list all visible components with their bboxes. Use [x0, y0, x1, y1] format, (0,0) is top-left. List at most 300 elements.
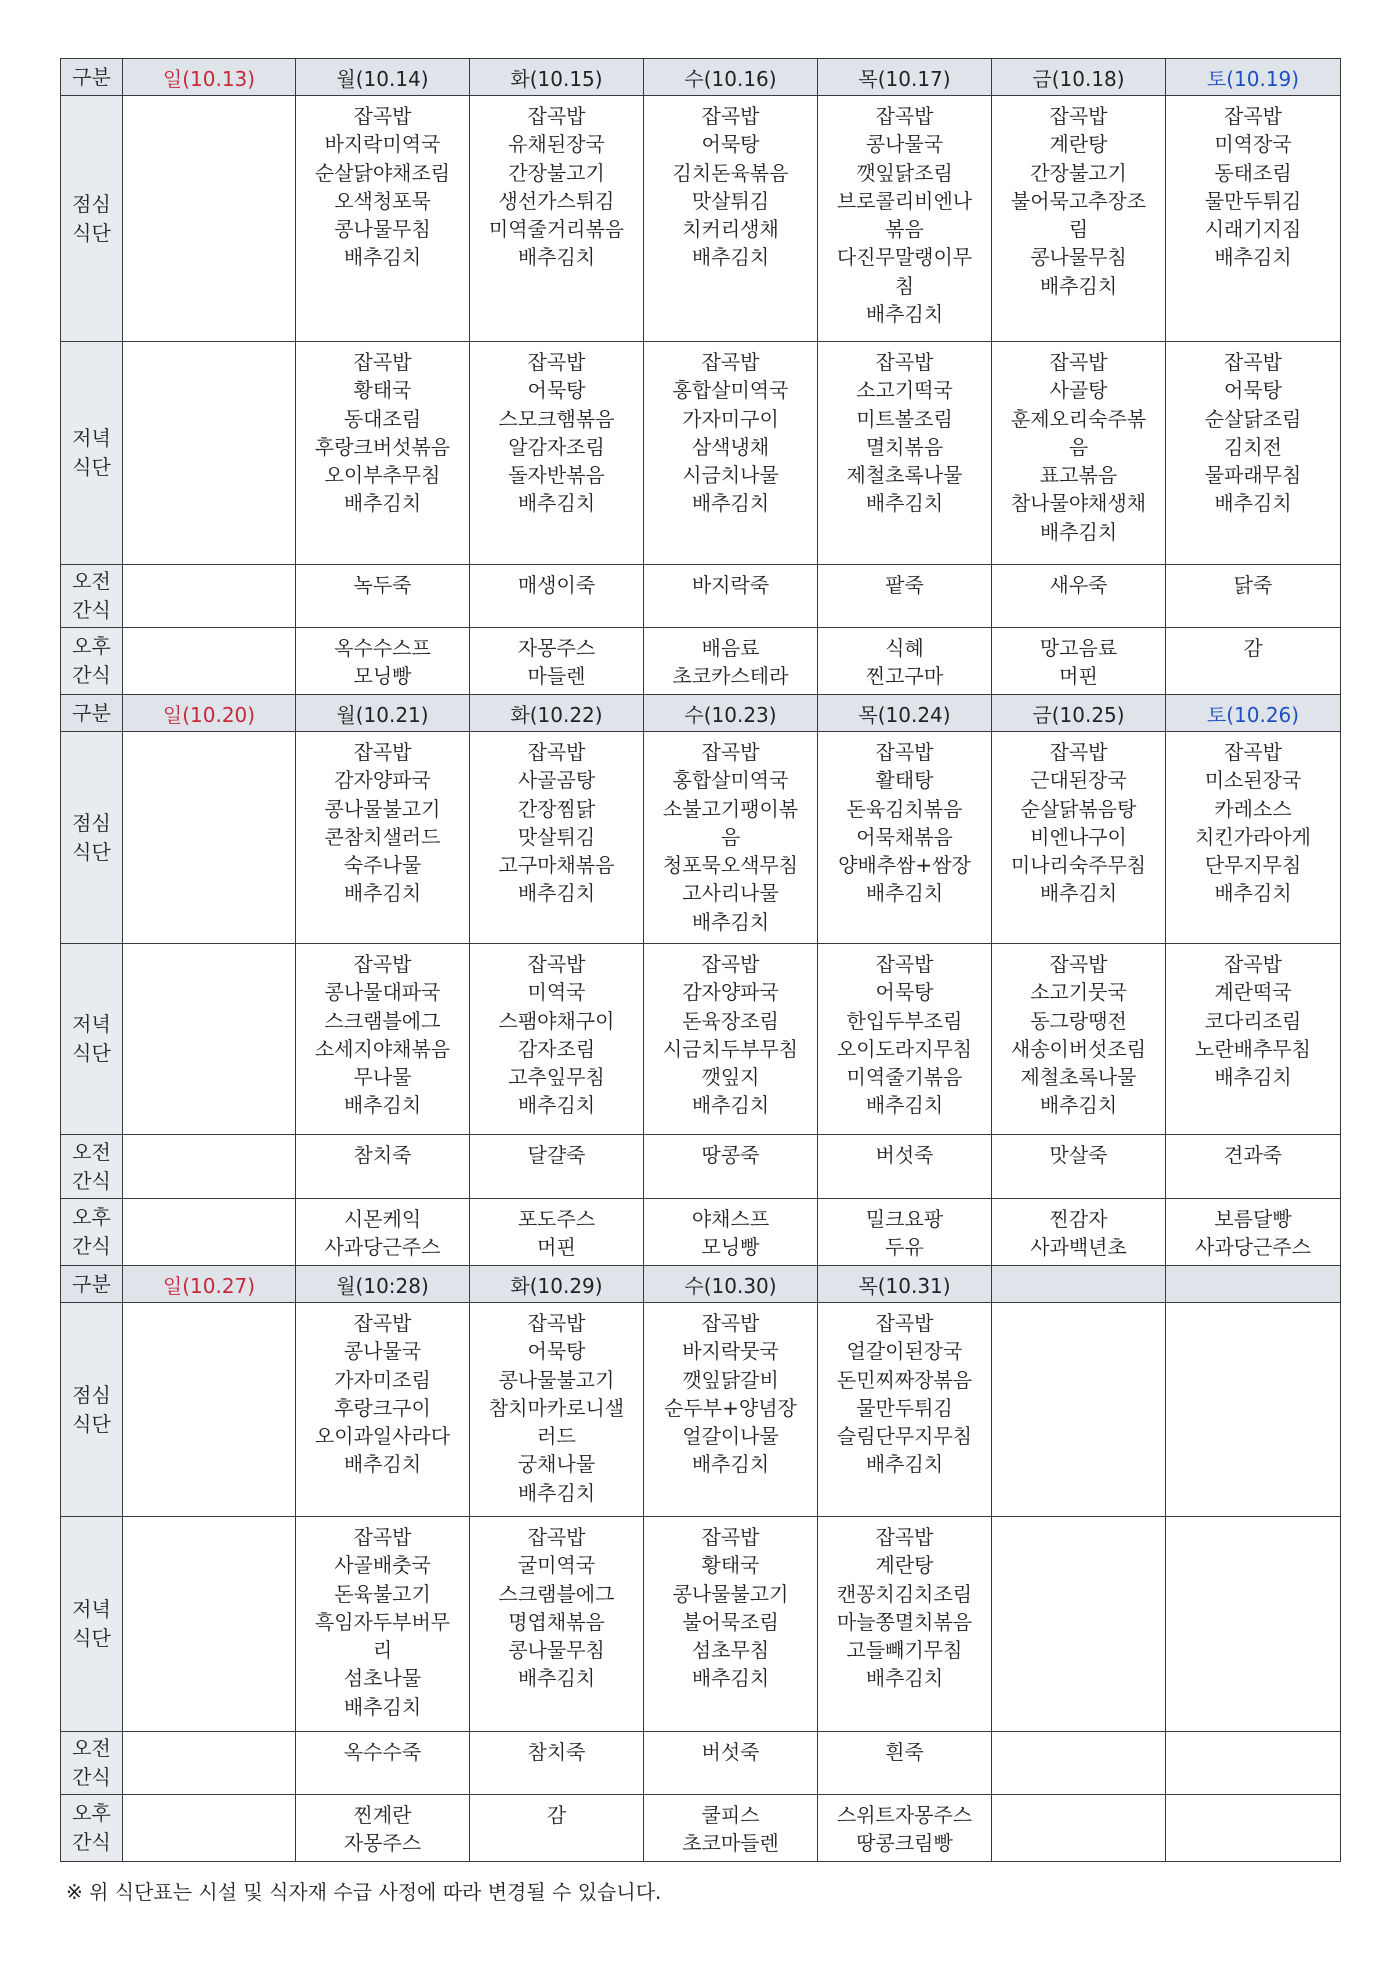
menu-item: 물파래무침 [1204, 463, 1302, 488]
day-header: 월(10.14) [296, 59, 470, 96]
menu-item: 배추김치 [1039, 273, 1118, 298]
menu-item: 밀크요팡 [865, 1207, 944, 1231]
menu-cell [470, 1732, 644, 1795]
menu-item: 배추김치 [517, 491, 596, 516]
morning-snack-label: 오전 간식 [61, 565, 123, 628]
menu-item: 잡곡밥 [1049, 740, 1108, 764]
menu-item: 시몬케익 [343, 1207, 422, 1231]
menu-item: 맛살튀김 [691, 188, 770, 213]
menu-item: 맛살튀김 [517, 824, 596, 849]
menu-cell [1166, 342, 1341, 565]
menu-item: 콩나물국 [343, 1339, 422, 1364]
menu-item: 잡곡밥 [875, 350, 934, 374]
menu-item: 돈육불고기 [334, 1581, 431, 1606]
menu-item: 바지락미역국 [324, 132, 441, 157]
menu-item: 슬림단무지무침 [836, 1424, 973, 1449]
menu-item: 시래기지짐 [1204, 217, 1302, 242]
menu-item: 참치죽 [353, 1143, 412, 1167]
menu-cell [818, 944, 992, 1135]
menu-item: 음 [1068, 434, 1089, 459]
morning-snack-label: 오전 간식 [61, 1732, 123, 1795]
menu-cell [992, 565, 1166, 628]
menu-item: 잡곡밥 [1224, 350, 1282, 374]
menu-cell [470, 342, 644, 565]
menu-item: 자몽주스 [517, 636, 596, 660]
menu-cell [1166, 96, 1341, 342]
menu-item: 잡곡밥 [353, 1525, 412, 1549]
menu-cell [296, 342, 470, 565]
menu-item: 사과백년초 [1030, 1235, 1127, 1260]
dinner-row [61, 1517, 1341, 1732]
menu-item: 잡곡밥 [875, 1311, 934, 1335]
menu-item: 돈육장조림 [682, 1008, 779, 1033]
menu-item: 어묵탕 [701, 132, 760, 157]
menu-item: 간장불고기 [508, 160, 605, 185]
menu-item: 황태국 [353, 378, 412, 403]
menu-item: 새송이버섯조림 [1010, 1036, 1147, 1061]
menu-item: 알감자조림 [508, 434, 605, 459]
menu-item: 감 [546, 1803, 567, 1827]
menu-cell [123, 1517, 296, 1732]
dinner-row [61, 342, 1341, 565]
menu-item: 스크램블에그 [498, 1581, 615, 1606]
menu-cell [296, 1517, 470, 1732]
menu-item: 미역장국 [1214, 132, 1292, 157]
menu-item: 배추김치 [343, 1093, 422, 1118]
menu-item: 오이부추무침 [324, 463, 441, 488]
day-header: 수(10.16) [644, 59, 818, 96]
menu-cell [296, 944, 470, 1135]
menu-cell [1166, 1732, 1341, 1795]
menu-item: 버섯죽 [701, 1740, 760, 1764]
menu-item: 순살닭조림 [1204, 406, 1302, 431]
menu-cell [992, 1199, 1166, 1266]
afternoon-snack-label: 오후 간식 [61, 1199, 123, 1266]
menu-cell [296, 1199, 470, 1266]
menu-item: 훈제오리숙주볶 [1010, 406, 1147, 431]
lunch-row [61, 732, 1341, 944]
menu-item: 배추김치 [517, 1480, 596, 1505]
menu-cell [470, 1517, 644, 1732]
menu-item: 잡곡밥 [1049, 350, 1108, 374]
day-header: 일(10.13) [123, 59, 296, 96]
menu-item: 굴미역국 [517, 1553, 596, 1578]
menu-item: 잡곡밥 [875, 740, 934, 764]
menu-item: 얼갈이된장국 [846, 1339, 963, 1364]
menu-item: 어묵채볶음 [856, 824, 953, 849]
menu-item: 돈민찌짜장볶음 [836, 1367, 973, 1392]
morning-snack-row [61, 1135, 1341, 1199]
menu-item: 배추김치 [691, 1666, 770, 1691]
menu-item: 머핀 [537, 1235, 576, 1260]
menu-cell [123, 628, 296, 695]
menu-item: 미역국 [527, 980, 586, 1005]
menu-item: 미역줄기볶음 [846, 1065, 963, 1090]
menu-item: 버섯죽 [875, 1143, 934, 1167]
menu-item: 돌자반볶음 [508, 463, 605, 488]
menu-item: 고사리나물 [682, 881, 779, 906]
menu-item: 배추김치 [343, 491, 422, 516]
menu-cell [296, 1795, 470, 1862]
menu-cell [470, 732, 644, 944]
menu-item: 김치돈육볶음 [672, 160, 789, 185]
day-header: 목(10.17) [818, 59, 992, 96]
menu-item: 감자양파국 [682, 980, 779, 1005]
menu-item: 계란탕 [1049, 132, 1108, 157]
menu-item: 잡곡밥 [701, 1311, 760, 1335]
menu-cell [644, 1732, 818, 1795]
morning-snack-label: 오전 간식 [61, 1135, 123, 1199]
menu-item: 바지락뭇국 [682, 1339, 779, 1364]
menu-item: 삼색냉채 [691, 434, 770, 459]
menu-cell [818, 1795, 992, 1862]
menu-item: 배추김치 [865, 302, 944, 327]
menu-item: 동태조림 [1214, 160, 1292, 185]
menu-item: 홍합살미역국 [672, 768, 789, 793]
afternoon-snack-row [61, 1795, 1341, 1862]
menu-item: 매생이죽 [517, 573, 596, 597]
menu-item: 고들빼기무침 [846, 1638, 963, 1663]
menu-cell [296, 1135, 470, 1199]
menu-cell [818, 96, 992, 342]
menu-item: 배추김치 [1214, 1065, 1292, 1090]
day-header: 수(10.23) [644, 695, 818, 732]
menu-item: 잡곡밥 [1224, 740, 1282, 764]
menu-item: 초코카스테라 [672, 664, 789, 689]
menu-item: 깻잎닭조림 [856, 160, 953, 185]
menu-item: 배추김치 [1039, 881, 1118, 906]
menu-cell [818, 628, 992, 695]
menu-item: 콩나물불고기 [324, 796, 441, 821]
menu-item: 간장찜닭 [517, 796, 596, 821]
menu-cell [818, 565, 992, 628]
menu-item: 잡곡밥 [1224, 104, 1282, 128]
menu-item: 잡곡밥 [527, 1525, 586, 1549]
menu-item: 배추김치 [865, 881, 944, 906]
menu-item: 잡곡밥 [701, 350, 760, 374]
menu-cell [123, 944, 296, 1135]
menu-item: 노란배추무침 [1195, 1036, 1311, 1061]
menu-item: 치커리생채 [682, 217, 779, 242]
menu-cell [123, 96, 296, 342]
menu-item: 배추김치 [343, 1452, 422, 1477]
menu-item: 사골곰탕 [517, 768, 596, 793]
menu-item: 배추김치 [865, 1666, 944, 1691]
menu-cell [644, 1135, 818, 1199]
menu-item: 미트볼조림 [856, 406, 953, 431]
menu-item: 오색청포묵 [334, 188, 431, 213]
menu-item: 잡곡밥 [701, 740, 760, 764]
menu-item: 찐계란 [353, 1803, 412, 1827]
day-header: 일(10.20) [123, 695, 296, 732]
menu-item: 콘참치샐러드 [324, 824, 441, 849]
menu-item: 콩나물무침 [508, 1638, 605, 1663]
menu-item: 사골탕 [1049, 378, 1108, 403]
menu-item: 배추김치 [1214, 881, 1292, 906]
menu-item: 배추김치 [517, 1093, 596, 1118]
day-header: 일(10.27) [123, 1266, 296, 1303]
menu-item: 잡곡밥 [527, 740, 586, 764]
menu-item: 잡곡밥 [527, 350, 586, 374]
menu-item: 식혜 [885, 636, 924, 660]
menu-item: 순두부+양념장 [664, 1395, 797, 1420]
menu-item: 청포묵오색무침 [662, 853, 799, 878]
menu-cell [296, 628, 470, 695]
menu-item: 양배추쌈+쌈장 [838, 853, 971, 878]
menu-item: 견과죽 [1224, 1143, 1282, 1167]
menu-item: 무나물 [353, 1065, 412, 1090]
menu-item: 불어묵조림 [682, 1609, 779, 1634]
menu-cell [1166, 1303, 1341, 1517]
menu-cell [470, 1795, 644, 1862]
menu-item: 간장불고기 [1030, 160, 1127, 185]
menu-item: 초코마들렌 [682, 1831, 779, 1856]
menu-item: 잡곡밥 [875, 104, 934, 128]
menu-cell [818, 1732, 992, 1795]
menu-item: 어묵탕 [1224, 378, 1282, 403]
menu-item: 잡곡밥 [1224, 952, 1282, 976]
menu-item: 배추김치 [343, 881, 422, 906]
menu-cell [470, 628, 644, 695]
menu-cell [818, 1199, 992, 1266]
menu-item: 스모크햄볶음 [498, 406, 615, 431]
menu-item: 배추김치 [1039, 519, 1118, 544]
menu-cell [1166, 732, 1341, 944]
menu-item: 근대된장국 [1030, 768, 1127, 793]
menu-cell [1166, 628, 1341, 695]
menu-item: 침 [894, 273, 915, 298]
menu-item: 치킨가라아게 [1195, 824, 1311, 849]
menu-item: 감 [1243, 636, 1263, 660]
menu-item: 황태국 [701, 1553, 760, 1578]
menu-item: 땅콩죽 [701, 1143, 760, 1167]
menu-item: 배추김치 [517, 245, 596, 270]
menu-item: 찐감자 [1049, 1207, 1108, 1231]
menu-item: 잡곡밥 [527, 952, 586, 976]
menu-item: 참나물야채생채 [1010, 491, 1147, 516]
menu-item: 사과당근주스 [324, 1235, 441, 1260]
menu-item: 배음료 [701, 636, 760, 660]
menu-item: 섬초무침 [691, 1638, 770, 1663]
menu-cell [296, 96, 470, 342]
menu-item: 후랑크구이 [334, 1395, 431, 1420]
menu-item: 제철초록나물 [1020, 1065, 1137, 1090]
menu-item: 보름달빵 [1214, 1207, 1292, 1231]
menu-item: 잡곡밥 [527, 104, 586, 128]
menu-cell [992, 1732, 1166, 1795]
menu-item: 잡곡밥 [701, 104, 760, 128]
menu-item: 깻잎닭갈비 [682, 1367, 779, 1392]
menu-item: 소고기뭇국 [1030, 980, 1127, 1005]
menu-item: 자몽주스 [343, 1831, 422, 1856]
menu-item: 콩나물무침 [334, 217, 431, 242]
menu-item: 멸치볶음 [865, 434, 944, 459]
menu-cell [296, 732, 470, 944]
menu-item: 어묵탕 [527, 378, 586, 403]
menu-cell [296, 1732, 470, 1795]
menu-item: 캔꽁치김치조림 [836, 1581, 973, 1606]
menu-item: 스위트자몽주스 [836, 1803, 973, 1827]
menu-item: 참치마카로니샐 [488, 1395, 625, 1420]
menu-item: 땅콩크림빵 [856, 1831, 953, 1856]
menu-item: 음 [720, 824, 741, 849]
dinner-label: 저녁 식단 [61, 944, 123, 1135]
menu-cell [644, 96, 818, 342]
menu-item: 마늘쫑멸치볶음 [836, 1609, 973, 1634]
menu-cell [470, 1199, 644, 1266]
dinner-label: 저녁 식단 [61, 342, 123, 565]
menu-item: 미역줄거리볶음 [488, 217, 625, 242]
menu-item: 감자양파국 [334, 768, 431, 793]
lunch-row [61, 96, 1341, 342]
menu-cell [992, 342, 1166, 565]
menu-item: 유채된장국 [508, 132, 605, 157]
menu-item: 제철초록나물 [846, 463, 963, 488]
afternoon-snack-label: 오후 간식 [61, 1795, 123, 1862]
day-header: 월(10:28) [296, 1266, 470, 1303]
day-header: 토(10.26) [1166, 695, 1341, 732]
weekly-menu-table [60, 58, 1341, 1862]
menu-item: 옥수수죽 [343, 1740, 422, 1764]
menu-cell [644, 342, 818, 565]
menu-item: 마들렌 [527, 664, 586, 689]
menu-item: 사과당근주스 [1195, 1235, 1311, 1260]
dinner-label: 저녁 식단 [61, 1517, 123, 1732]
menu-cell [296, 1303, 470, 1517]
menu-item: 동대조림 [343, 406, 422, 431]
morning-snack-row [61, 1732, 1341, 1795]
menu-item: 배추김치 [865, 1093, 944, 1118]
menu-item: 새우죽 [1049, 573, 1108, 597]
menu-item: 불어묵고추장조 [1010, 188, 1147, 213]
lunch-label: 점심 식단 [61, 96, 123, 342]
menu-item: 고구마채볶음 [498, 853, 615, 878]
menu-item: 배추김치 [691, 245, 770, 270]
menu-item: 배추김치 [1039, 1093, 1118, 1118]
menu-item: 어묵탕 [527, 1339, 586, 1364]
menu-item: 녹두죽 [353, 573, 412, 597]
menu-item: 순살닭야채조림 [314, 160, 451, 185]
menu-item: 러드 [537, 1424, 576, 1449]
menu-item: 명엽채볶음 [508, 1609, 605, 1634]
morning-snack-row [61, 565, 1341, 628]
menu-cell [123, 1795, 296, 1862]
menu-cell [123, 1135, 296, 1199]
menu-item: 숙주나물 [343, 853, 422, 878]
menu-item: 순살닭볶음탕 [1020, 796, 1137, 821]
menu-item: 콩나물불고기 [498, 1367, 615, 1392]
menu-item: 오이과일사라다 [314, 1424, 451, 1449]
menu-item: 찐고구마 [865, 664, 944, 689]
menu-cell [644, 1199, 818, 1266]
menu-item: 흑임자두부버무 [314, 1609, 451, 1634]
menu-item: 카레소스 [1214, 796, 1292, 821]
menu-item: 배추김치 [343, 245, 422, 270]
menu-item: 잡곡밥 [353, 740, 412, 764]
menu-item: 미소된장국 [1204, 768, 1302, 793]
menu-item: 배추김치 [517, 881, 596, 906]
menu-cell [992, 944, 1166, 1135]
menu-cell [992, 96, 1166, 342]
menu-item: 배추김치 [517, 1666, 596, 1691]
menu-item: 물만두튀김 [1204, 188, 1302, 213]
menu-item: 얼갈이나물 [682, 1424, 779, 1449]
menu-item: 감자조림 [517, 1036, 596, 1061]
menu-item: 콩나물무침 [1030, 245, 1127, 270]
menu-item: 배추김치 [691, 1452, 770, 1477]
afternoon-snack-row [61, 628, 1341, 695]
menu-item: 표고볶음 [1039, 463, 1118, 488]
menu-item: 홍합살미역국 [672, 378, 789, 403]
menu-item: 잡곡밥 [1049, 952, 1108, 976]
menu-cell [1166, 944, 1341, 1135]
menu-item: 브로콜리비엔나 [836, 188, 973, 213]
menu-item: 닭죽 [1233, 573, 1273, 597]
day-header [1166, 1266, 1341, 1303]
day-header: 금(10.18) [992, 59, 1166, 96]
menu-item: 잡곡밥 [353, 104, 412, 128]
menu-cell [818, 1135, 992, 1199]
menu-cell [818, 1517, 992, 1732]
menu-item: 포도주스 [517, 1207, 596, 1231]
menu-item: 모닝빵 [353, 664, 412, 689]
menu-item: 동그랑땡전 [1030, 1008, 1127, 1033]
menu-item: 옥수수스프 [334, 636, 431, 660]
footnote: ※ 위 식단표는 시설 및 식자재 수급 사정에 따라 변경될 수 있습니다. [66, 1880, 662, 1904]
menu-item: 어묵탕 [875, 980, 934, 1005]
menu-item: 배추김치 [1214, 245, 1292, 270]
menu-cell [992, 1517, 1166, 1732]
menu-item: 활태탕 [875, 768, 934, 793]
menu-item: 배추김치 [1214, 491, 1292, 516]
menu-cell [992, 1135, 1166, 1199]
menu-cell [470, 565, 644, 628]
menu-item: 달걀죽 [527, 1143, 586, 1167]
menu-item: 참치죽 [527, 1740, 586, 1764]
menu-item: 고추잎무침 [508, 1065, 605, 1090]
menu-item: 쿨피스 [701, 1803, 760, 1827]
menu-item: 배추김치 [865, 1452, 944, 1477]
day-header: 수(10.30) [644, 1266, 818, 1303]
menu-item: 잡곡밥 [701, 1525, 760, 1549]
lunch-label: 점심 식단 [61, 732, 123, 944]
menu-item: 배추김치 [343, 1694, 422, 1719]
menu-item: 배추김치 [865, 491, 944, 516]
menu-item: 단무지무침 [1204, 853, 1302, 878]
menu-cell [644, 1303, 818, 1517]
day-header: 화(10.15) [470, 59, 644, 96]
menu-cell [296, 565, 470, 628]
menu-item: 볶음 [885, 217, 924, 242]
menu-cell [123, 1199, 296, 1266]
menu-item: 잡곡밥 [875, 1525, 934, 1549]
menu-item: 사골배춧국 [334, 1553, 431, 1578]
menu-cell [470, 1303, 644, 1517]
menu-cell [992, 1303, 1166, 1517]
menu-item: 비엔나구이 [1030, 824, 1127, 849]
menu-item: 돈육김치볶음 [846, 796, 963, 821]
menu-item: 잡곡밥 [1049, 104, 1108, 128]
day-header: 화(10.22) [470, 695, 644, 732]
menu-item: 잡곡밥 [875, 952, 934, 976]
menu-cell [992, 1795, 1166, 1862]
lunch-row [61, 1303, 1341, 1517]
day-header: 목(10.31) [818, 1266, 992, 1303]
day-header: 월(10.21) [296, 695, 470, 732]
menu-cell [1166, 565, 1341, 628]
day-header: 토(10.19) [1166, 59, 1341, 96]
menu-cell [123, 342, 296, 565]
